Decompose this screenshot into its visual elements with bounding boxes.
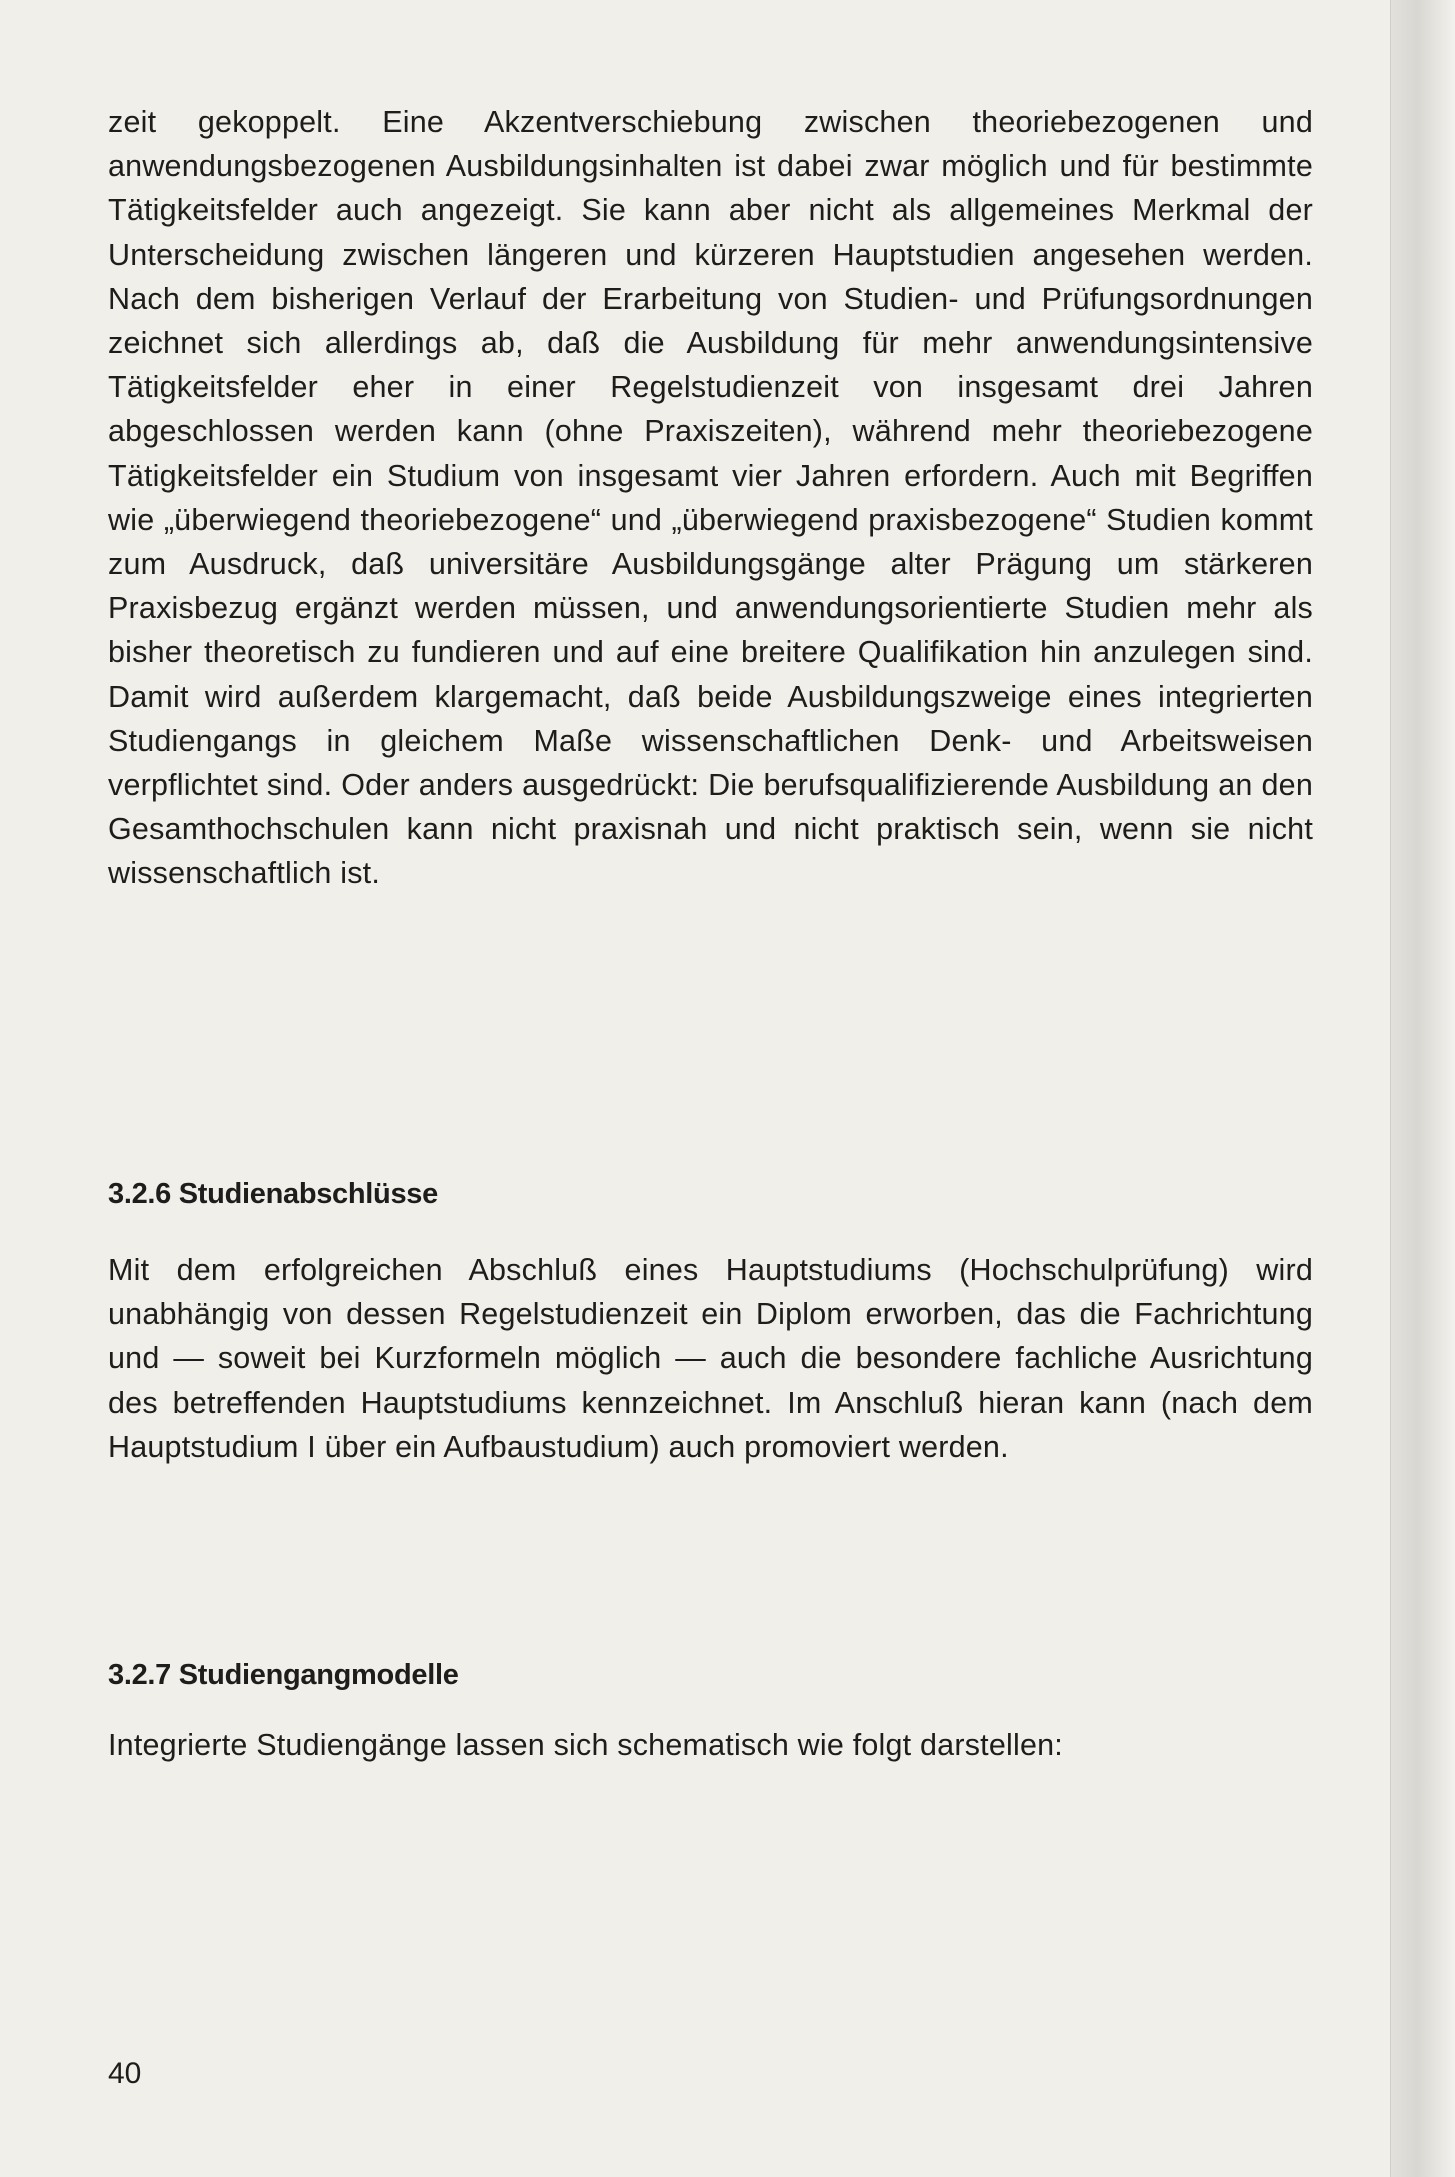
section-heading-studienabschluesse: 3.2.6 Studienabschlüsse [108,1178,438,1210]
paragraph-studiengangmodelle: Integrierte Studiengänge lassen sich schematisch wie folgt darstellen: [108,1728,1063,1762]
paragraph-intro: zeit gekoppelt. Eine Akzentverschiebung zwischen theoriebezogenen und anwendungsbezogenen Ausbildungsinhalten ist dabei zwar möglich und für bestimmte Tätigkeitsfelder auch angezeigt. Sie kann aber nicht als allgemeines Merkmal der Unterscheidung zwischen längeren und kürzeren Hauptstudien angesehen werden. Nach dem bisherigen Verlauf der Erarbeitung von Studien- und Prüfungsordnungen zeichnet sich allerdings ab, daß die Ausbildung für mehr anwendungsintensive Tätigkeitsfelder eher in einer Regelstudienzeit von insgesamt drei Jahren abgeschlossen werden kann (ohne Praxiszeiten), während mehr theoriebezogene Tätigkeitsfelder ein Studium von insgesamt vier Jahren erfordern. Auch mit Begriffen wie „überwiegend theoriebezogene“ und „überwiegend praxisbezogene“ Studien kommt zum Ausdruck, daß universitäre Ausbildungsgänge alter Prägung um stärkeren Praxisbezug ergänzt werden müssen, und anwendungsorientierte Studien mehr als bisher theoretisch zu fundieren und auf eine breitere Qualifikation hin anzulegen sind. Damit wird außerdem klargemacht, daß beide Ausbildungszweige eines integrierten Studiengangs in gleichem Maße wissenschaftlichen Denk- und Arbeitsweisen verpflichtet sind. Oder anders ausgedrückt: Die berufsqualifizierende Ausbildung an den Gesamthochschulen kann nicht praxisnah und nicht praktisch sein, wenn sie nicht wissenschaftlich ist. [108,105,1313,891]
page-number: 40 [108,2057,142,2090]
section-3-2-6 [108,1172,1313,1216]
section-heading-studiengangmodelle: 3.2.7 Studiengangmodelle [108,1659,459,1691]
paragraph-studienabschluesse: Mit dem erfolgreichen Abschluß eines Hauptstudiums (Hochschulprüfung) wird unabhängig von dessen Regelstudienzeit ein Diplom erworben, das die Fachrichtung und — soweit bei Kurzformeln möglich — auch die besondere fachliche Ausrichtung des betreffenden Hauptstudiums kennzeichnet. Im Anschluß hieran kann (nach dem Hauptstudium I über ein Aufbaustudium) auch promoviert werden. [108,1253,1313,1464]
page-edge-shadow [1390,0,1455,2177]
text-block-modelle [108,1723,1313,1767]
text-block-abschluesse [108,1248,1313,1469]
section-3-2-7 [108,1653,1313,1697]
text-block-intro [108,100,1313,896]
